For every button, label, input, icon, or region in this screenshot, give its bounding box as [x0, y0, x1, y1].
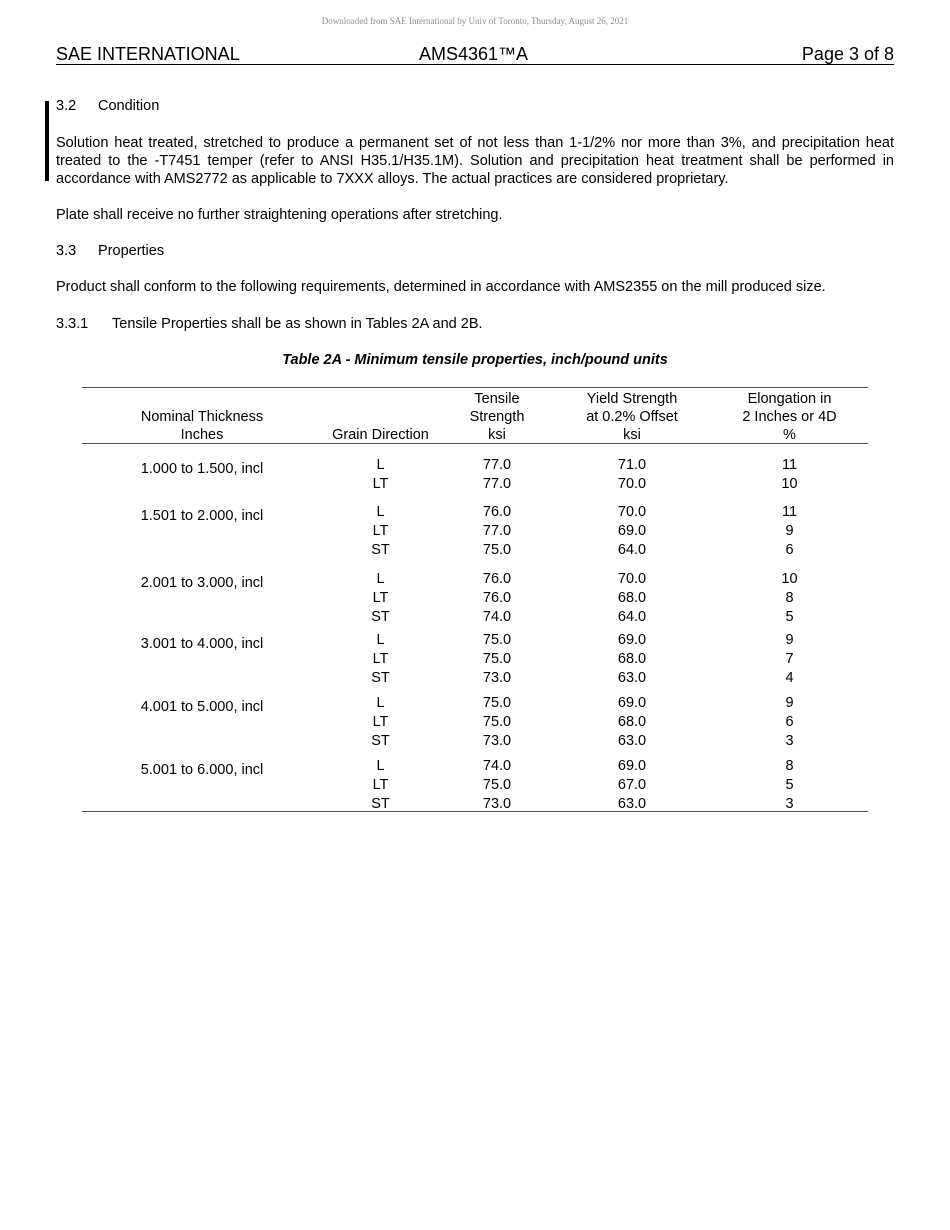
header-organization: SAE INTERNATIONAL [56, 44, 240, 64]
elongation-cell: 5 [785, 609, 794, 625]
elongation-cell: 9 [785, 632, 794, 648]
yield-strength-cell: 69.0 [617, 695, 647, 711]
revision-change-bar [45, 101, 49, 181]
grain-direction-cell: L [376, 632, 385, 648]
section-title: Condition [98, 98, 160, 114]
header-line: % [783, 427, 796, 443]
yield-strength-cell: 71.0 [617, 457, 647, 473]
yield-strength-cell: 69.0 [617, 523, 647, 539]
elongation-cell: 7 [785, 651, 794, 667]
grain-direction-cell: ST [371, 796, 390, 812]
section-3-3-heading [56, 242, 894, 260]
yield-strength-cell: 70.0 [617, 571, 647, 587]
thickness-range-cell: 4.001 to 5.000, incl [140, 699, 264, 715]
elongation-cell: 3 [785, 796, 794, 812]
grain-direction-cell: LT [372, 714, 389, 730]
grain-direction-cell: LT [372, 523, 389, 539]
header-line: Elongation in [747, 391, 832, 407]
elongation-cell: 8 [785, 590, 794, 606]
tensile-strength-cell: 77.0 [482, 476, 512, 492]
tensile-strength-cell: 76.0 [482, 590, 512, 606]
grain-direction-cell: ST [371, 733, 390, 749]
yield-strength-cell: 68.0 [617, 590, 647, 606]
elongation-cell: 9 [785, 523, 794, 539]
header-thickness [82, 408, 322, 444]
yield-strength-cell: 69.0 [617, 758, 647, 774]
section-3-3-paragraph: Product shall conform to the following requirements, determined in accordance with AMS2355 on the mill produced size. [56, 279, 826, 295]
yield-strength-cell: 63.0 [617, 796, 647, 812]
yield-strength-cell: 63.0 [617, 733, 647, 749]
header-line: ksi [488, 427, 506, 443]
header-document-number: AMS4361™A [419, 44, 529, 64]
tensile-properties-table [82, 387, 868, 812]
tensile-strength-cell: 73.0 [482, 670, 512, 686]
tensile-strength-cell: 75.0 [482, 777, 512, 793]
grain-direction-cell: ST [371, 609, 390, 625]
yield-strength-cell: 68.0 [617, 714, 647, 730]
grain-direction-cell: LT [372, 590, 389, 606]
header-line: Grain Direction [332, 427, 429, 443]
header-elongation [722, 390, 857, 444]
tensile-strength-cell: 76.0 [482, 571, 512, 587]
grain-direction-cell: ST [371, 670, 390, 686]
elongation-cell: 6 [785, 714, 794, 730]
elongation-cell: 10 [781, 571, 798, 587]
header-page-number: Page 3 of 8 [801, 44, 894, 64]
grain-direction-cell: ST [371, 542, 390, 558]
section-number: 3.2 [56, 98, 77, 114]
elongation-cell: 4 [785, 670, 794, 686]
header-line: Yield Strength [586, 391, 678, 407]
header-line: Strength [469, 409, 525, 425]
grain-direction-cell: L [376, 695, 385, 711]
tensile-strength-cell: 76.0 [482, 504, 512, 520]
thickness-range-cell: 2.001 to 3.000, incl [140, 575, 264, 591]
tensile-strength-cell: 74.0 [482, 758, 512, 774]
thickness-range-cell: 1.000 to 1.500, incl [140, 461, 264, 477]
yield-strength-cell: 68.0 [617, 651, 647, 667]
elongation-cell: 9 [785, 695, 794, 711]
header-line: Inches [180, 427, 224, 443]
table-caption: Table 2A - Minimum tensile properties, inch/pound units [282, 352, 668, 368]
yield-strength-cell: 64.0 [617, 609, 647, 625]
tensile-strength-cell: 75.0 [482, 714, 512, 730]
section-3-3-1-paragraph [56, 315, 894, 333]
section-title: Properties [98, 243, 165, 259]
download-watermark: Downloaded from SAE International by Univ of Toronto, Thursday, August 26, 2021 [321, 16, 629, 26]
grain-direction-cell: L [376, 504, 385, 520]
thickness-range-cell: 5.001 to 6.000, incl [140, 762, 264, 778]
header-line: Nominal Thickness [140, 409, 264, 425]
header-tensile-strength [447, 390, 547, 444]
yield-strength-cell: 63.0 [617, 670, 647, 686]
tensile-strength-cell: 75.0 [482, 651, 512, 667]
tensile-strength-cell: 73.0 [482, 733, 512, 749]
yield-strength-cell: 64.0 [617, 542, 647, 558]
header-line: Tensile [474, 391, 520, 407]
section-3-2-paragraph-1: Solution heat treated, stretched to produce a permanent set of not less than 1-1/2% nor more than 3%, and precipitation heat treated to the -T7451 temper (refer to ANSI H35.1/H35.1M). Solution and precipitation heat treatment shall be performed in accordance with AMS2772 as applicable to 7XXX alloys. The actual practices are considered proprietary. [56, 135, 894, 187]
grain-direction-cell: L [376, 571, 385, 587]
elongation-cell: 10 [781, 476, 798, 492]
grain-direction-cell: L [376, 758, 385, 774]
yield-strength-cell: 70.0 [617, 504, 647, 520]
tensile-strength-cell: 75.0 [482, 632, 512, 648]
thickness-range-cell: 3.001 to 4.000, incl [140, 636, 264, 652]
header-grain-direction [318, 426, 443, 444]
section-number: 3.3.1 [56, 316, 89, 332]
elongation-cell: 11 [781, 504, 798, 520]
grain-direction-cell: LT [372, 476, 389, 492]
tensile-strength-cell: 77.0 [482, 457, 512, 473]
header-line: ksi [623, 427, 641, 443]
page-header [56, 44, 894, 65]
header-line: 2 Inches or 4D [742, 409, 837, 425]
section-3-2-heading [56, 97, 894, 115]
elongation-cell: 11 [781, 457, 798, 473]
tensile-strength-cell: 73.0 [482, 796, 512, 812]
header-line: at 0.2% Offset [586, 409, 678, 425]
header-yield-strength [562, 390, 702, 444]
tensile-strength-cell: 74.0 [482, 609, 512, 625]
section-text: Tensile Properties shall be as shown in Tables 2A and 2B. [112, 316, 483, 332]
elongation-cell: 5 [785, 777, 794, 793]
section-3-2-paragraph-2: Plate shall receive no further straightening operations after stretching. [56, 207, 503, 223]
grain-direction-cell: L [376, 457, 385, 473]
tensile-strength-cell: 77.0 [482, 523, 512, 539]
elongation-cell: 3 [785, 733, 794, 749]
section-number: 3.3 [56, 243, 77, 259]
grain-direction-cell: LT [372, 651, 389, 667]
thickness-range-cell: 1.501 to 2.000, incl [140, 508, 264, 524]
tensile-strength-cell: 75.0 [482, 695, 512, 711]
tensile-strength-cell: 75.0 [482, 542, 512, 558]
grain-direction-cell: LT [372, 777, 389, 793]
yield-strength-cell: 69.0 [617, 632, 647, 648]
header-divider [82, 443, 868, 444]
yield-strength-cell: 67.0 [617, 777, 647, 793]
elongation-cell: 8 [785, 758, 794, 774]
yield-strength-cell: 70.0 [617, 476, 647, 492]
elongation-cell: 6 [785, 542, 794, 558]
